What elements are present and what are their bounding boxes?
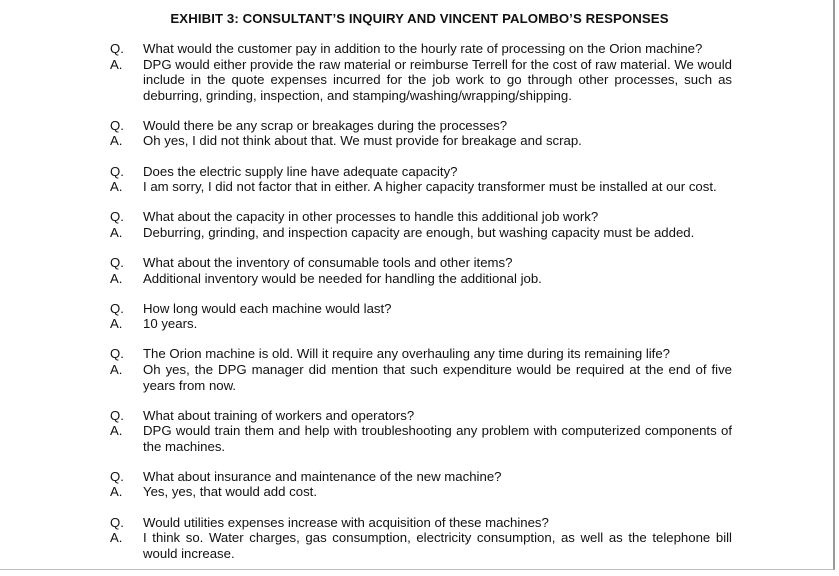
question-text: The Orion machine is old. Will it require any overhauling any time during its remaining life?: [143, 346, 671, 362]
question-text: Does the electric supply line have adequate capacity?: [143, 163, 458, 179]
answer-line: [0, 225, 839, 241]
question-text: What would the customer pay in addition to the hourly rate of processing on the Orion machine?: [143, 41, 703, 56]
answer-text: Oh yes, the DPG manager did mention that such expenditure would be required at the end of five years from now.: [143, 361, 732, 393]
question-line: [0, 515, 839, 531]
question-line: [0, 408, 839, 424]
question-marker: Q.: [110, 346, 124, 362]
question-text: What about insurance and maintenance of the new machine?: [143, 468, 502, 484]
question-line: [0, 209, 839, 225]
answer-text: I think so. Water charges, gas consumption, electricity consumption, as well as the telephone bill would increase.: [143, 530, 732, 561]
answer-line: [0, 423, 839, 454]
qa-item: [0, 255, 839, 286]
qa-item: [0, 346, 839, 393]
answer-line: [0, 484, 839, 500]
answer-text: I am sorry, I did not factor that in either. A higher capacity transformer must be installed at our cost.: [143, 179, 717, 195]
qa-item: [0, 164, 839, 195]
question-line: [0, 469, 839, 485]
question-marker: Q.: [110, 468, 124, 484]
answer-line: [0, 271, 839, 287]
answer-marker: A.: [110, 530, 123, 546]
qa-item: [0, 515, 839, 562]
answer-marker: A.: [110, 316, 123, 332]
qa-item: [0, 469, 839, 500]
answer-text: Additional inventory would be needed for handling the additional job.: [143, 270, 542, 286]
answer-line: [0, 362, 839, 393]
question-marker: Q.: [110, 254, 124, 270]
question-marker: Q.: [110, 41, 124, 56]
answer-text: DPG would either provide the raw material or reimburse Terrell for the cost of raw material. We would include in the quote expenses incurred for the job work to go through other processes, such as deburring, grinding, inspection, and stamping/washing/wrapping/shipping.: [143, 56, 732, 103]
question-line: [0, 346, 839, 362]
answer-text: Deburring, grinding, and inspection capacity are enough, but washing capacity must be added.: [143, 224, 695, 240]
qa-item: [0, 118, 839, 149]
question-marker: Q.: [110, 514, 124, 530]
question-marker: Q.: [110, 300, 124, 316]
answer-marker: A.: [110, 56, 123, 72]
answer-line: [0, 316, 839, 332]
qa-item: [0, 301, 839, 332]
answer-marker: A.: [110, 484, 123, 500]
question-text: What about the capacity in other processes to handle this additional job work?: [143, 209, 599, 225]
answer-text: Yes, yes, that would add cost.: [143, 484, 317, 500]
question-line: [0, 118, 839, 134]
question-text: What about training of workers and operators?: [143, 407, 415, 423]
qa-list: [0, 41, 839, 576]
answer-marker: A.: [110, 270, 123, 286]
question-line: [0, 301, 839, 317]
answer-text: DPG would train them and help with troubleshooting any problem with computerized components of the machines.: [143, 423, 732, 454]
answer-marker: A.: [110, 133, 123, 149]
answer-line: [0, 179, 839, 195]
question-text: How long would each machine would last?: [143, 300, 392, 316]
exhibit-title: EXHIBIT 3: CONSULTANT’S INQUIRY AND VINCENT PALOMBO’S RESPONSES: [170, 11, 669, 26]
qa-item: [0, 41, 839, 103]
answer-line: [0, 133, 839, 149]
question-line: [0, 41, 839, 57]
question-line: [0, 164, 839, 180]
question-marker: Q.: [110, 407, 124, 423]
qa-item: [0, 408, 839, 455]
question-line: [0, 255, 839, 271]
question-text: Would there be any scrap or breakages during the processes?: [143, 117, 508, 133]
answer-text: 10 years.: [143, 316, 198, 332]
answer-line: [0, 530, 839, 561]
answer-line: [0, 57, 839, 104]
qa-item: [0, 209, 839, 240]
answer-marker: A.: [110, 179, 123, 195]
answer-text: Oh yes, I did not think about that. We must provide for breakage and scrap.: [143, 133, 582, 149]
answer-marker: A.: [110, 423, 123, 439]
question-text: What about the inventory of consumable tools and other items?: [143, 254, 513, 270]
answer-marker: A.: [110, 361, 123, 377]
question-text: Would utilities expenses increase with acquisition of these machines?: [143, 514, 549, 530]
answer-marker: A.: [110, 224, 123, 240]
question-marker: Q.: [110, 163, 124, 179]
question-marker: Q.: [110, 117, 124, 133]
question-marker: Q.: [110, 209, 124, 225]
